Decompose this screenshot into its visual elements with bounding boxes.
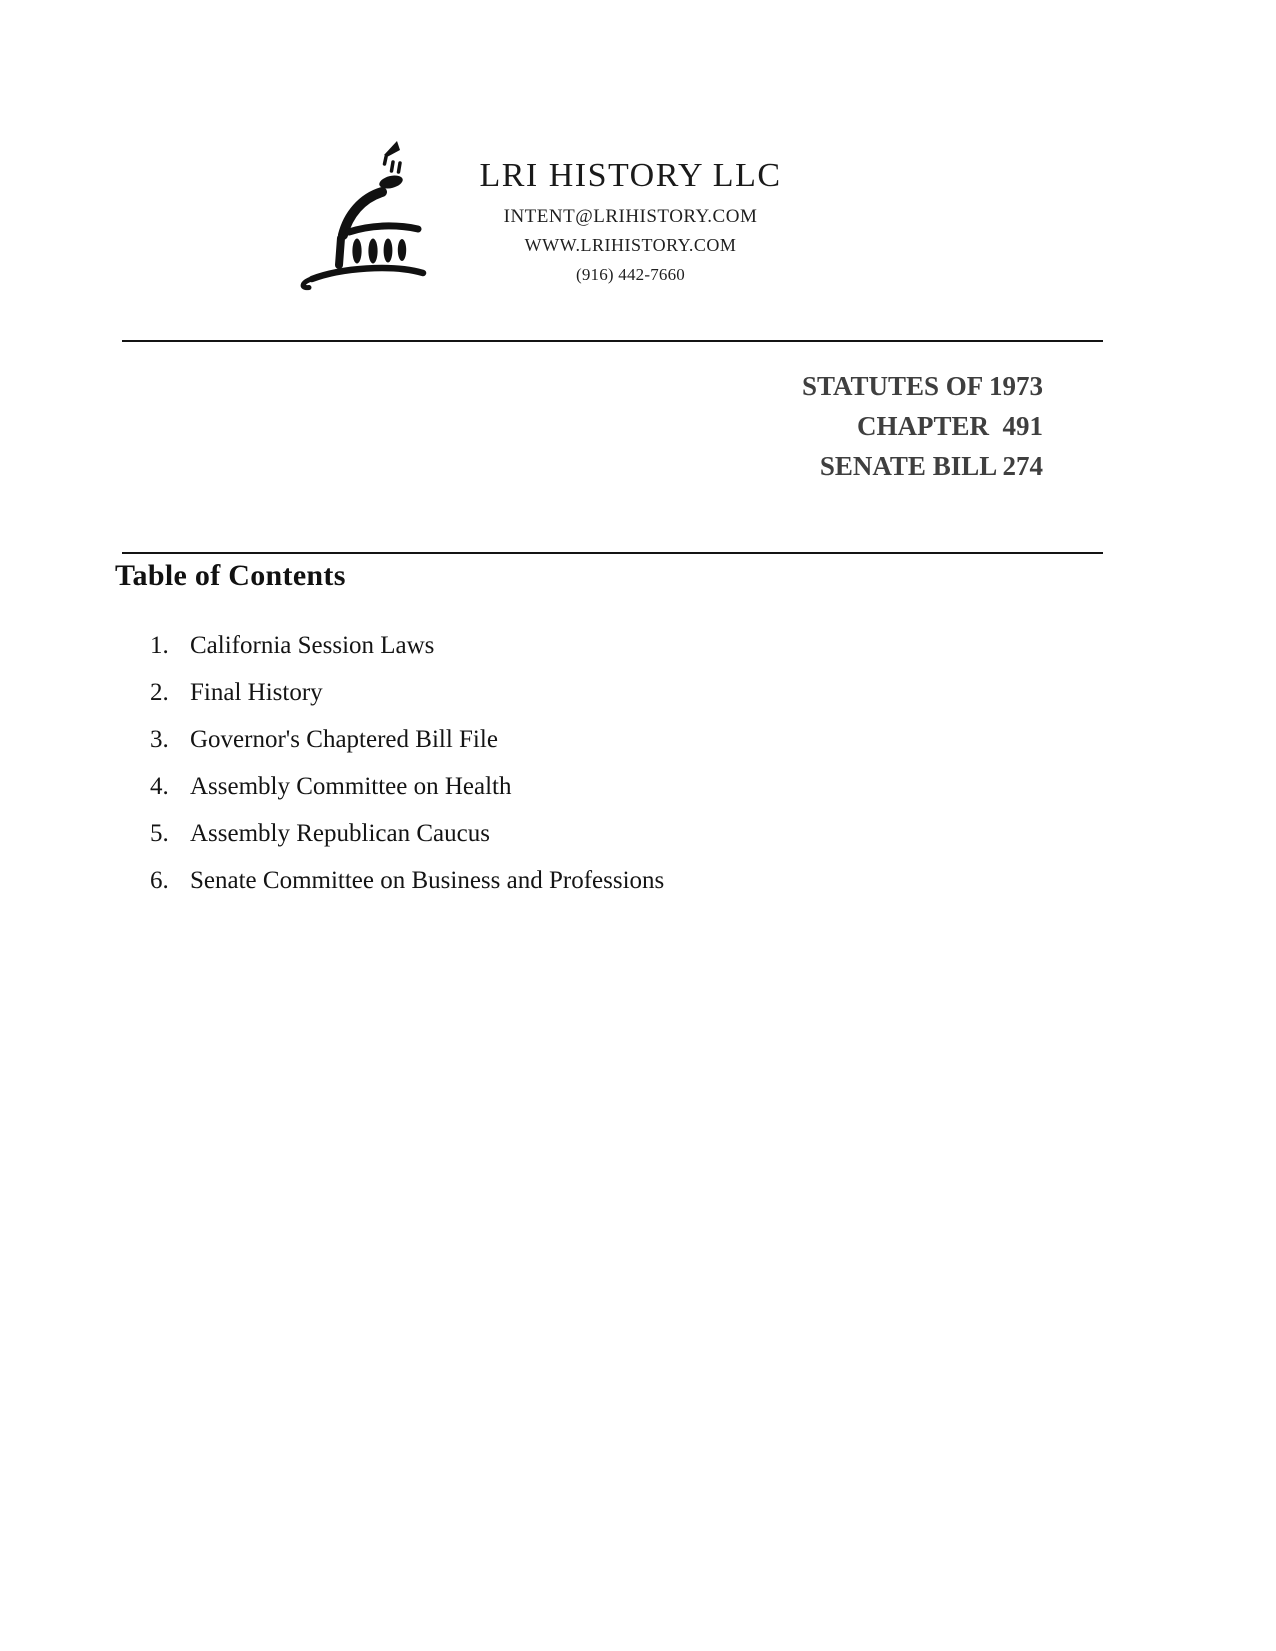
toc-item <box>150 669 1050 716</box>
toc-item <box>150 716 1050 763</box>
letterhead <box>428 156 833 289</box>
toc-item-label: Governor's Chaptered Bill File <box>190 726 498 753</box>
toc-list <box>150 622 1050 904</box>
toc-item <box>150 857 1050 904</box>
chapter-line: CHAPTER 491 <box>856 411 1043 441</box>
toc-item-number: 4. <box>150 773 169 800</box>
company-name: LRI HISTORY LLC <box>479 157 782 194</box>
capitol-dome-sketch-icon <box>296 128 428 292</box>
divider-bottom <box>122 552 1103 554</box>
toc-item <box>150 810 1050 857</box>
toc-item-label: Assembly Republican Caucus <box>190 820 490 847</box>
toc-heading: Table of Contents <box>115 559 346 592</box>
toc-item <box>150 763 1050 810</box>
company-email: INTENT@LRIHISTORY.COM <box>503 206 758 227</box>
company-phone: (916) 442-7660 <box>575 265 686 284</box>
toc-item-number: 1. <box>150 632 169 659</box>
statutes-year-line: STATUTES OF 1973 <box>801 371 1043 401</box>
toc-item-number: 5. <box>150 820 169 847</box>
toc-item-number: 6. <box>150 867 169 894</box>
toc-item-label: Assembly Committee on Health <box>190 773 512 800</box>
divider-top <box>122 340 1103 342</box>
toc-item-number: 2. <box>150 679 169 706</box>
senate-bill-line: SENATE BILL 274 <box>819 451 1043 481</box>
toc-item-label: Final History <box>190 679 323 706</box>
toc-item-label: Senate Committee on Business and Professions <box>190 867 665 894</box>
company-website: WWW.LRIHISTORY.COM <box>524 235 737 255</box>
toc-item-label: California Session Laws <box>190 632 435 659</box>
toc-item-number: 3. <box>150 726 169 753</box>
statute-reference-block <box>802 366 1043 486</box>
toc-item <box>150 622 1050 669</box>
